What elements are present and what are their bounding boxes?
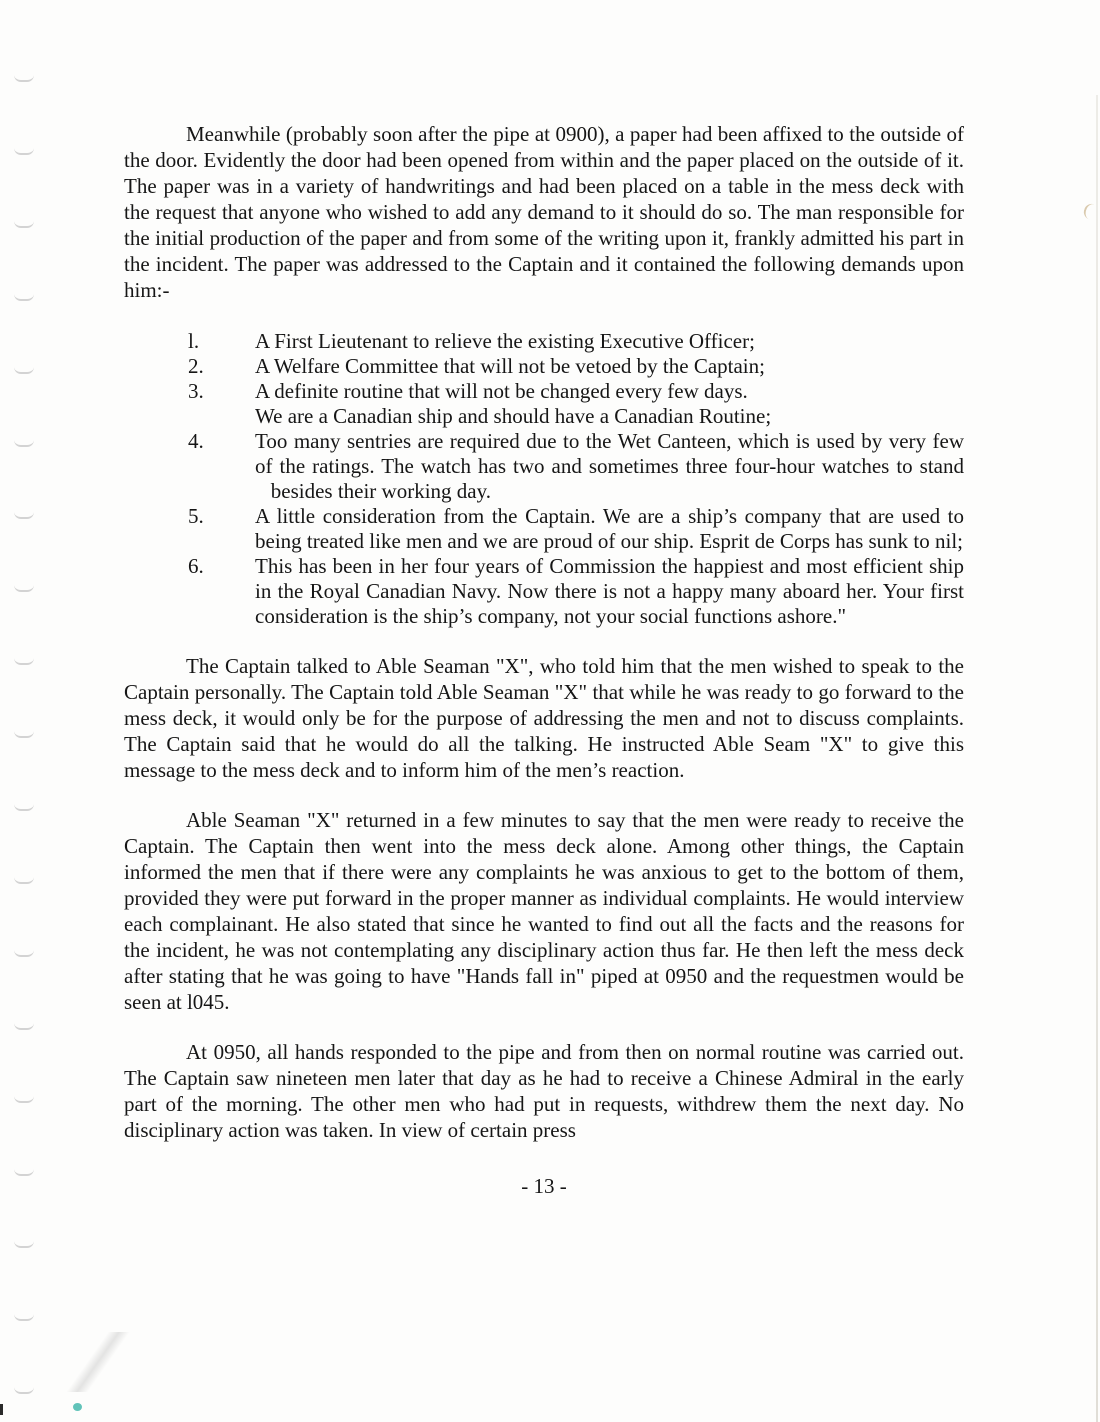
binder-edge-mark <box>14 585 34 592</box>
binder-edge-mark <box>14 440 34 447</box>
demand-item-1 <box>124 329 964 354</box>
paragraph-seaman-returned: Able Seaman "X" returned in a few minutes to say that the men were ready to receive the Captain. The Captain then went into the mess deck alone. Among other things, the Captain informed the men that if there were any complaints he was anxious to get to the bottom of them, provided they were put forward in the proper manner as individual complaints. He would interview each complainant. He also stated that since he wanted to find out all the facts and the reasons for the incident, he was not contemplating any disciplinary action thus far. He then left the mess deck after stating that he was going to have "Hands fall in" piped at 0950 and the requestmen would be seen at l045. <box>124 808 964 1014</box>
binder-edge-mark <box>14 75 34 82</box>
binder-edge-mark <box>14 1241 34 1248</box>
binder-edge-mark <box>14 658 34 665</box>
teal-dot-artifact <box>73 1403 82 1411</box>
demand-text: A First Lieutenant to relieve the existing Executive Officer; <box>255 329 755 353</box>
demand-number: 4. <box>188 429 204 453</box>
binder-edge-mark <box>14 221 34 228</box>
demand-item-3 <box>124 379 964 429</box>
demand-item-6 <box>124 554 964 629</box>
binder-edge-mark <box>14 1096 34 1103</box>
demand-number: 3. <box>188 379 204 403</box>
text-block <box>124 121 964 1199</box>
binder-edge-mark <box>14 1023 34 1030</box>
page-number: - 13 - <box>521 1174 567 1198</box>
demand-text: A definite routine that will not be changed every few days. <box>255 379 748 403</box>
binder-edge-mark <box>14 294 34 301</box>
binder-edge-mark <box>14 804 34 811</box>
demand-number: 2. <box>188 354 204 378</box>
demand-item-2 <box>124 354 964 379</box>
demand-item-5 <box>124 504 964 554</box>
demand-text: A little consideration from the Captain. We are a ship’s company that are used to being treated like men and we are proud of our ship. Esprit de Corps has sunk to nil; <box>255 504 964 553</box>
binder-edge-mark <box>14 148 34 155</box>
paragraph-captain-talked: The Captain talked to Able Seaman "X", who told him that the men wished to speak to the Captain personally. The Captain told Able Seaman "X" that while he was ready to go forward to the mess deck, it would only be for the purpose of addressing the men and not to discuss complaints. The Captain said that he would do all the talking. He instructed Able Seam "X" to give this message to the mess deck and to inform him of the men’s reaction. <box>124 654 964 782</box>
demand-text: A Welfare Committee that will not be vetoed by the Captain; <box>255 354 765 378</box>
scan-edge-notch <box>0 1404 3 1415</box>
binder-edge-mark <box>14 1169 34 1176</box>
demand-text-line2: We are a Canadian ship and should have a Canadian Routine; <box>255 404 772 428</box>
paragraph-demands-intro: Meanwhile (probably soon after the pipe at 0900), a paper had been affixed to the outside of the door. Evidently the door had been opened from within and the paper placed on the outside of it. The paper was in a variety of handwritings and had been placed on a table in the mess deck with the request that anyone who wished to add any demand to it should do so. The man responsible for the initial production of the paper and from some of the writing upon it, frankly admitted his part in the incident. The paper was addressed to the Captain and it contained the following demands upon him:- <box>124 122 964 302</box>
demand-item-4 <box>124 429 964 504</box>
binder-edge-mark <box>14 1314 34 1321</box>
demand-number: 5. <box>188 504 204 528</box>
scan-smudge <box>28 1332 168 1392</box>
scan-squiggle-mark <box>1082 202 1096 220</box>
demand-text: Too many sentries are required due to the Wet Canteen, which is used by very few of the ratings. The watch has two and sometimes three four-hour watches to stand besides their working day. <box>255 429 964 503</box>
binder-edge-mark <box>14 512 34 519</box>
demand-number: 6. <box>188 554 204 578</box>
binder-edge-mark <box>14 367 34 374</box>
binder-edge-mark <box>14 731 34 738</box>
demand-text: This has been in her four years of Commission the happiest and most efficient ship in the Royal Canadian Navy. Now there is not a happy many aboard her. Your first consideration is the ship’s company, not your social functions ashore." <box>255 554 964 628</box>
demand-number: l. <box>188 329 200 353</box>
binder-edge-mark <box>14 877 34 884</box>
paragraph-at-0950: At 0950, all hands responded to the pipe and from then on normal routine was carried out. The Captain saw nineteen men later that day as he had to receive a Chinese Admiral in the early part of the morning. The other men who had put in requests, withdrew them the next day. No disciplinary action was taken. In view of certain press <box>124 1040 964 1142</box>
binder-edge-mark <box>14 950 34 957</box>
page-edge-line <box>1096 95 1098 1422</box>
demands-list <box>124 329 964 629</box>
